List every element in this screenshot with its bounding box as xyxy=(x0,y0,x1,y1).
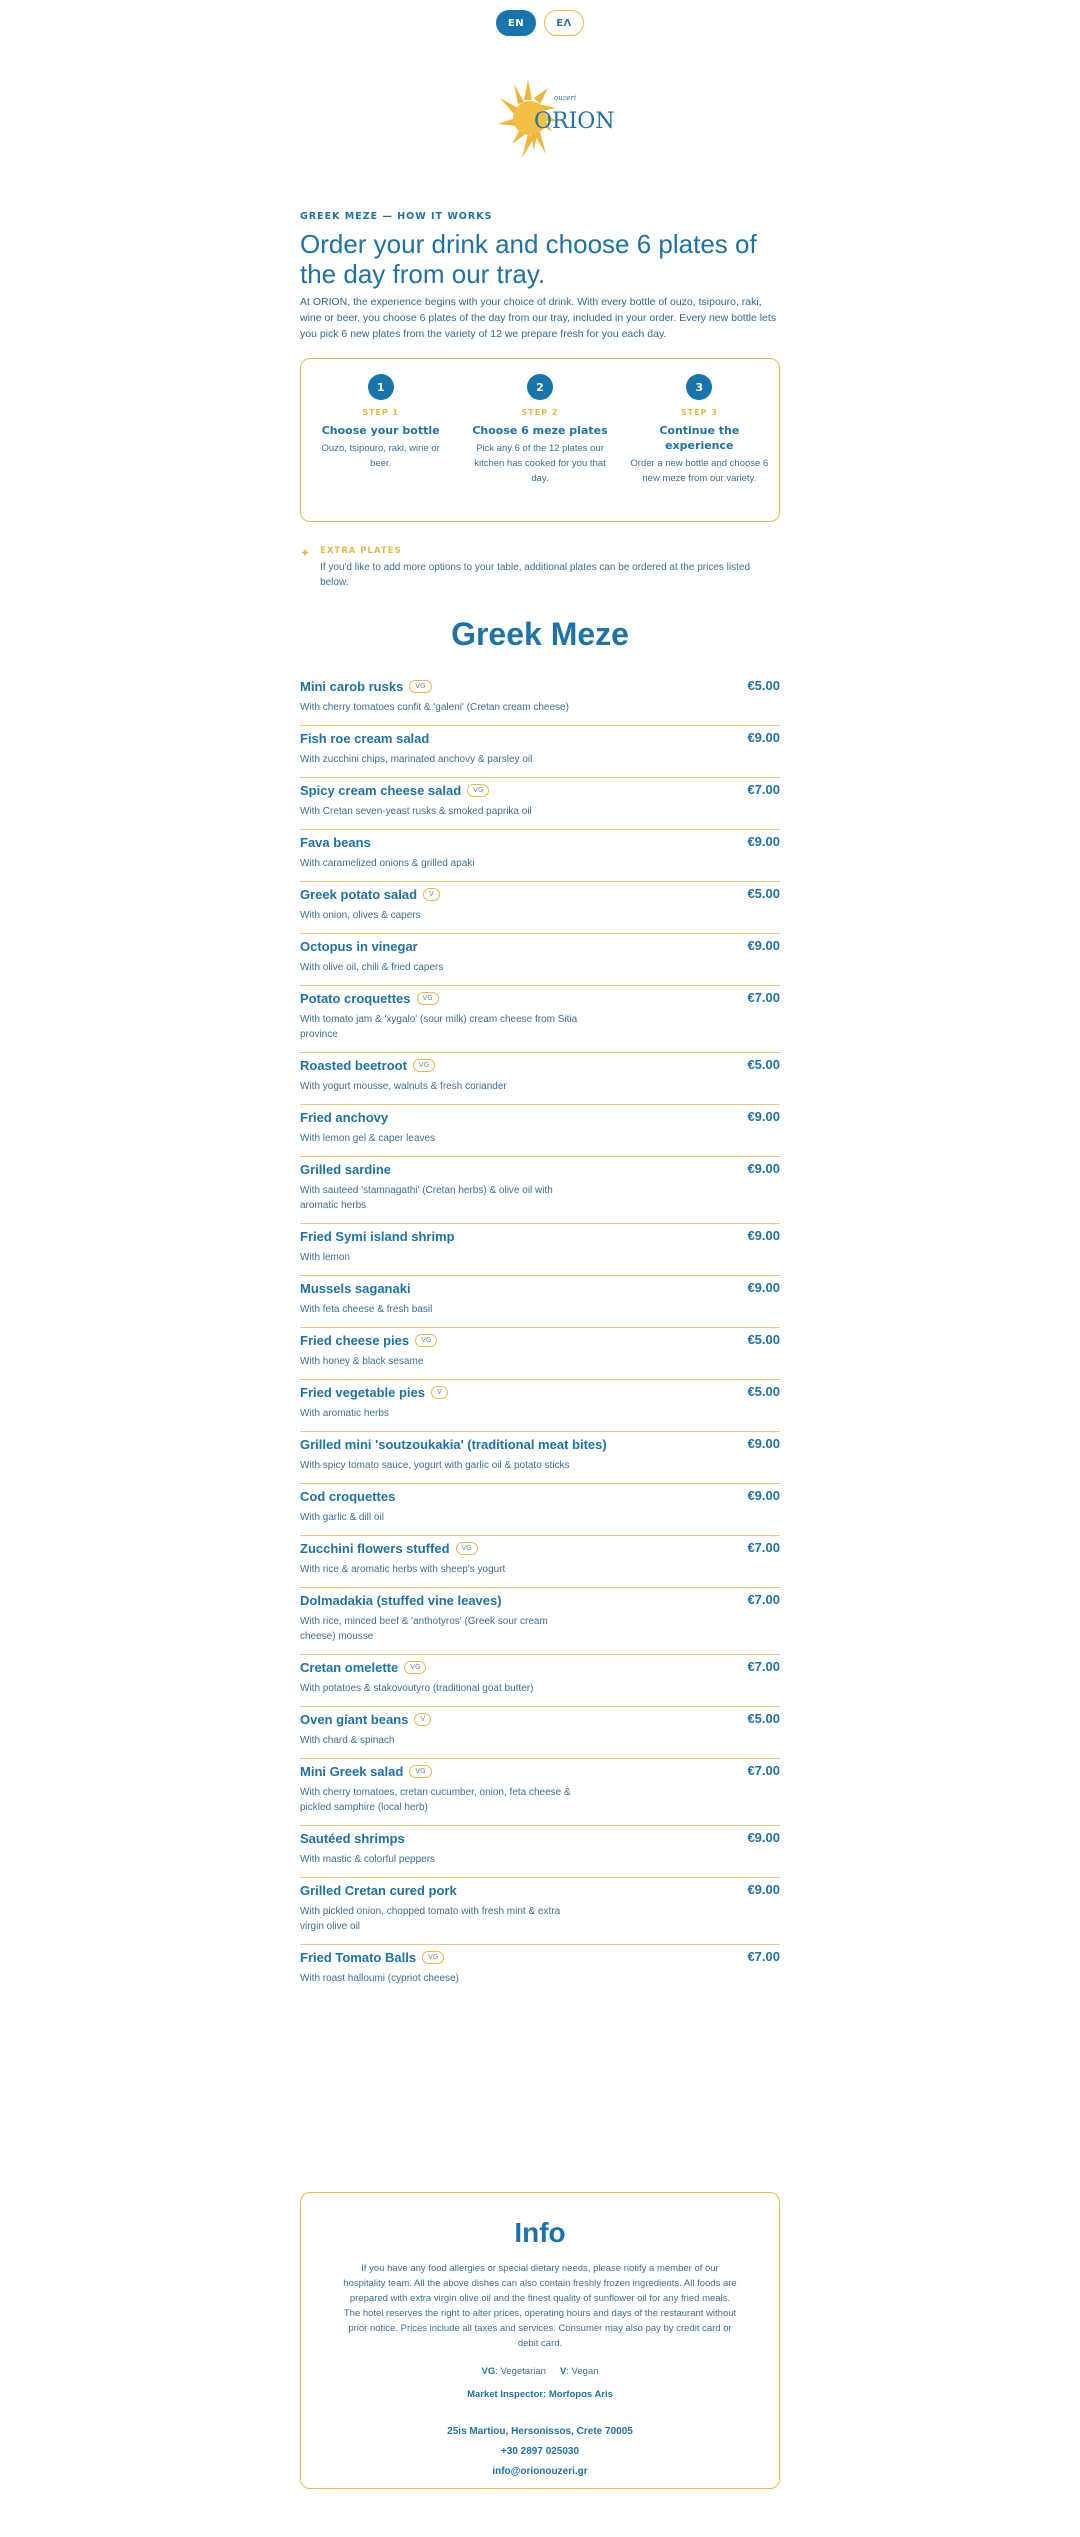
menu-item-name: Greek potato salad xyxy=(300,887,418,902)
menu-item xyxy=(300,1276,780,1328)
menu-item xyxy=(300,1536,780,1588)
step-desc: Order a new bottle and choose 6 new meze from our variety. xyxy=(630,458,769,484)
menu-item-header xyxy=(300,990,780,1007)
menu-item-price: €5.00 xyxy=(747,678,780,693)
menu-item xyxy=(300,882,780,934)
menu-item-price: €9.00 xyxy=(747,938,780,953)
diet-badge: V xyxy=(431,1386,448,1399)
menu-item-price: €9.00 xyxy=(747,1109,780,1124)
menu-item-name: Spicy cream cheese salad xyxy=(300,783,462,798)
menu-item-header xyxy=(300,1109,780,1126)
menu-item xyxy=(300,1157,780,1224)
diet-badge: VG xyxy=(404,1661,426,1674)
menu-item xyxy=(300,986,780,1053)
menu-item-header xyxy=(300,678,780,695)
menu-item-price: €9.00 xyxy=(747,834,780,849)
menu-item-price: €9.00 xyxy=(747,1280,780,1295)
menu-item-desc: With pickled onion, chopped tomato with fresh mint & extra virgin olive oil xyxy=(300,1906,561,1932)
diet-badge: VG xyxy=(417,992,439,1005)
menu-item-desc: With zucchini chips, marinated anchovy & parsley oil xyxy=(300,754,533,765)
menu-item xyxy=(300,1380,780,1432)
menu-item xyxy=(300,830,780,882)
menu-item-name: Mini Greek salad xyxy=(300,1764,404,1779)
diet-badge: VG xyxy=(409,680,431,693)
menu-item-desc: With spicy tomato sauce, yogurt with garlic oil & potato sticks xyxy=(300,1460,570,1471)
menu-item-name: Fried cheese pies xyxy=(300,1333,410,1348)
steps-box xyxy=(300,358,780,522)
menu-item-header xyxy=(300,1763,780,1780)
menu-item-name: Grilled Cretan cured pork xyxy=(300,1883,457,1898)
diet-badge: VG xyxy=(467,784,489,797)
menu-item-desc: With sauteed 'stamnagathi' (Cretan herbs) & olive oil with aromatic herbs xyxy=(300,1185,553,1211)
menu-item-header xyxy=(300,1711,780,1728)
menu-item-header xyxy=(300,834,780,851)
extra-plates-text: If you'd like to add more options to your table, additional plates can be ordered at the prices listed below. xyxy=(320,562,751,588)
menu-item xyxy=(300,1707,780,1759)
step-label: STEP 2 xyxy=(521,408,559,417)
contact-block xyxy=(343,2422,737,2482)
menu-item-header xyxy=(300,938,780,955)
menu-item-header xyxy=(300,1882,780,1899)
menu-item-header xyxy=(300,1540,780,1557)
menu-item-name: Mussels saganaki xyxy=(300,1281,411,1296)
menu-item-desc: With lemon gel & caper leaves xyxy=(300,1133,436,1144)
step-label: STEP 3 xyxy=(680,408,718,417)
menu-item-price: €7.00 xyxy=(747,1949,780,1964)
email-link[interactable]: info@orionouzeri.gr xyxy=(492,2466,588,2477)
menu-item-price: €9.00 xyxy=(747,730,780,745)
diet-badge: VG xyxy=(456,1542,478,1555)
menu-item-header xyxy=(300,1161,780,1178)
menu-item-header xyxy=(300,1280,780,1297)
menu-item-name: Octopus in vinegar xyxy=(300,939,418,954)
diet-badge: VG xyxy=(409,1765,431,1778)
step-desc: Pick any 6 of the 12 plates our kitchen has cooked for you that day. xyxy=(474,443,606,484)
extra-plates-note xyxy=(300,546,780,590)
menu-item-desc: With yogurt mousse, walnuts & fresh coriander xyxy=(300,1081,507,1092)
menu-item-desc: With rice & aromatic herbs with sheep's yogurt xyxy=(300,1564,506,1575)
menu-item-name: Cretan omelette xyxy=(300,1660,399,1675)
menu-item-desc: With aromatic herbs xyxy=(300,1408,389,1419)
language-switch xyxy=(0,10,1080,36)
step-number: 1 xyxy=(368,374,394,400)
step-label: STEP 1 xyxy=(362,408,400,417)
step-desc: Ouzo, tsipouro, raki, wine or beer. xyxy=(321,443,440,469)
section-eyebrow: GREEK MEZE — HOW IT WORKS xyxy=(300,211,493,222)
menu-item xyxy=(300,778,780,830)
menu-item xyxy=(300,1759,780,1826)
menu-item-name: Sautéed shrimps xyxy=(300,1831,405,1846)
menu-item-price: €9.00 xyxy=(747,1882,780,1897)
menu-item-price: €7.00 xyxy=(747,782,780,797)
menu-item-desc: With caramelized onions & grilled apaki xyxy=(300,858,475,869)
menu-item xyxy=(300,1224,780,1276)
menu-item xyxy=(300,1826,780,1878)
menu-item-price: €5.00 xyxy=(747,1384,780,1399)
menu-item-price: €7.00 xyxy=(747,1763,780,1778)
menu-item-desc: With cherry tomatoes, cretan cucumber, onion, feta cheese & pickled samphire (local herb) xyxy=(300,1787,571,1813)
menu-item-name: Fava beans xyxy=(300,835,371,850)
menu-item xyxy=(300,1432,780,1484)
menu-list xyxy=(300,674,780,1996)
menu-item-header xyxy=(300,1384,780,1401)
menu-item-name: Roasted beetroot xyxy=(300,1058,407,1073)
menu-item-header xyxy=(300,1228,780,1245)
orion-logo xyxy=(494,78,615,164)
menu-item-header xyxy=(300,730,780,747)
menu-item-price: €9.00 xyxy=(747,1830,780,1845)
step-3 xyxy=(629,374,769,521)
info-title: Info xyxy=(514,2217,566,2248)
menu-item-header xyxy=(300,1332,780,1349)
menu-item xyxy=(300,1588,780,1655)
menu-item-desc: With potatoes & stakovoutyro (traditional goat butter) xyxy=(300,1683,534,1694)
menu-item-desc: With olive oil, chili & fried capers xyxy=(300,962,444,973)
menu-item-desc: With Cretan seven-yeast rusks & smoked paprika oil xyxy=(300,806,532,817)
menu-item xyxy=(300,674,780,726)
menu-item-desc: With cherry tomatoes confit & 'galeni' (Cretan cream cheese) xyxy=(300,702,569,713)
menu-item-price: €9.00 xyxy=(747,1436,780,1451)
menu-item-name: Potato croquettes xyxy=(300,991,411,1006)
menu-item-name: Oven giant beans xyxy=(300,1712,409,1727)
menu-item-price: €7.00 xyxy=(747,1592,780,1607)
lang-en-button[interactable]: EN xyxy=(496,10,536,36)
menu-item-desc: With lemon xyxy=(300,1252,351,1263)
menu-item-desc: With feta cheese & fresh basil xyxy=(300,1304,433,1315)
menu-item xyxy=(300,1945,780,1996)
menu-item-price: €7.00 xyxy=(747,1540,780,1555)
svg-text:ouzeri: ouzeri xyxy=(554,94,577,102)
step-2 xyxy=(470,374,610,521)
menu-item-name: Grilled mini 'soutzoukakia' (traditional meat bites) xyxy=(300,1437,607,1452)
menu-item-price: €7.00 xyxy=(747,1659,780,1674)
menu-item xyxy=(300,1655,780,1707)
page-headline: Order your drink and choose 6 plates of the day from our tray. xyxy=(300,229,757,289)
menu-item-desc: With honey & black sesame xyxy=(300,1356,424,1367)
menu-item xyxy=(300,726,780,778)
menu-item-name: Mini carob rusks xyxy=(300,679,404,694)
menu-item-name: Zucchini flowers stuffed xyxy=(300,1541,450,1556)
menu-item-name: Grilled sardine xyxy=(300,1162,392,1177)
menu-item-name: Fried anchovy xyxy=(300,1110,389,1125)
menu-item-header xyxy=(300,782,780,799)
legend-vegetarian: VG: Vegetarian xyxy=(481,2366,546,2377)
diet-legend xyxy=(343,2366,737,2377)
step-title: Continue the experience xyxy=(659,424,740,452)
menu-item-header xyxy=(300,1659,780,1676)
menu-item-name: Fried vegetable pies xyxy=(300,1385,425,1400)
menu-item-price: €9.00 xyxy=(747,1161,780,1176)
intro-text: At ORION, the experience begins with your choice of drink. With every bottle of ouzo, tsipouro, raki, wine or beer, you choose 6 plates of the day from our tray, included in your order. Every new bottle lets you pick 6 new plates from the variety of 12 we prepare fresh for you each day. xyxy=(300,296,777,340)
menu-item-header xyxy=(300,1057,780,1074)
menu-item-desc: With roast halloumi (cypriot cheese) xyxy=(300,1973,459,1984)
menu-item xyxy=(300,934,780,986)
menu-item-name: Dolmadakia (stuffed vine leaves) xyxy=(300,1593,502,1608)
market-inspector: Market Inspector: Morfopos Aris xyxy=(467,2389,613,2400)
menu-item-name: Fried Tomato Balls xyxy=(300,1950,417,1965)
menu-item-price: €9.00 xyxy=(747,1488,780,1503)
step-number: 3 xyxy=(686,374,712,400)
menu-item-desc: With rice, minced beef & 'anthotyros' (Greek sour cream cheese) mousse xyxy=(300,1616,548,1642)
menu-item-header xyxy=(300,886,780,903)
step-number: 2 xyxy=(527,374,553,400)
menu-item xyxy=(300,1105,780,1157)
phone-link[interactable]: +30 2897 025030 xyxy=(500,2446,580,2457)
sparkle-icon: ✦ xyxy=(300,546,311,560)
svg-text:ORION: ORION xyxy=(534,109,615,134)
menu-item-desc: With chard & spinach xyxy=(300,1735,395,1746)
menu-item-price: €9.00 xyxy=(747,1228,780,1243)
menu-item-name: Fish roe cream salad xyxy=(300,731,430,746)
info-box xyxy=(300,2192,780,2489)
menu-item-header xyxy=(300,1830,780,1847)
menu-item xyxy=(300,1328,780,1380)
sun-logo-icon xyxy=(494,78,615,164)
diet-badge: VG xyxy=(415,1334,437,1347)
menu-item-name: Fried Symi island shrimp xyxy=(300,1229,455,1244)
menu-item-desc: With tomato jam & 'xygalo' (sour milk) cream cheese from Sitia province xyxy=(300,1014,578,1040)
menu-item-price: €7.00 xyxy=(747,990,780,1005)
extra-plates-title: EXTRA PLATES xyxy=(320,546,402,556)
step-1 xyxy=(311,374,451,521)
diet-badge: V xyxy=(423,888,440,901)
menu-item-price: €5.00 xyxy=(747,886,780,901)
diet-badge: VG xyxy=(422,1951,444,1964)
menu-item-name: Cod croquettes xyxy=(300,1489,396,1504)
menu-item xyxy=(300,1484,780,1536)
menu-item-header xyxy=(300,1592,780,1609)
menu-item-price: €5.00 xyxy=(747,1332,780,1347)
menu-item-header xyxy=(300,1949,780,1966)
step-title: Choose your bottle xyxy=(321,424,440,437)
menu-item-desc: With garlic & dill oil xyxy=(300,1512,384,1523)
menu-item-header xyxy=(300,1436,780,1453)
lang-el-button[interactable]: ΕΛ xyxy=(544,10,584,36)
menu-item xyxy=(300,1878,780,1945)
menu-title: Greek Meze xyxy=(451,616,629,652)
diet-badge: VG xyxy=(413,1059,435,1072)
diet-badge: V xyxy=(414,1713,431,1726)
address: 25is Martiou, Hersonissos, Crete 70005 xyxy=(447,2426,633,2437)
menu-item-desc: With mastic & colorful peppers xyxy=(300,1854,436,1865)
info-text: If you have any food allergies or special dietary needs, please notify a member of our hospitality team. All the above dishes can also contain freshly frozen ingredients. All foods are prepared with extra virgin olive oil and the finest quality of sunflower oil for any fried meals. The hotel reserves the right to alter prices, operating hours and days of the restaurant without prior notice. Prices include all taxes and services. Consumer may also pay by credit card or debit card. xyxy=(343,2263,737,2349)
menu-item-desc: With onion, olives & capers xyxy=(300,910,421,921)
menu-item-price: €5.00 xyxy=(747,1057,780,1072)
step-title: Choose 6 meze plates xyxy=(472,424,608,437)
menu-item xyxy=(300,1053,780,1105)
menu-item-header xyxy=(300,1488,780,1505)
menu-item-price: €5.00 xyxy=(747,1711,780,1726)
legend-vegan: V: Vegan xyxy=(559,2366,599,2377)
